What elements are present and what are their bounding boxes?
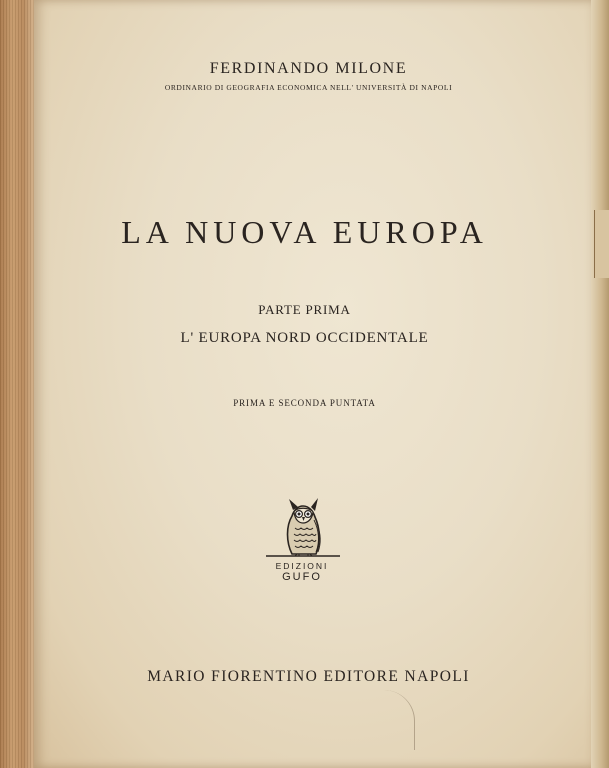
author-affiliation: ORDINARIO DI GEOGRAFIA ECONOMICA NELL' UNIVERSITÀ DI NAPOLI — [164, 83, 453, 92]
imprint-mark — [262, 561, 342, 583]
book-subtitle: L' EUROPA NORD OCCIDENTALE — [180, 330, 429, 346]
part-label: PARTE PRIMA — [258, 302, 351, 317]
owl-logo-icon — [264, 490, 342, 560]
imprint-line-2: GUFO — [282, 571, 322, 583]
publisher-line: MARIO FIORENTINO EDITORE NAPOLI — [147, 668, 470, 685]
imprint-line-1: EDIZIONI — [275, 561, 329, 571]
book-spine — [0, 0, 36, 768]
cover-sheet — [34, 0, 596, 768]
book-title: LA NUOVA EUROPA — [121, 214, 488, 250]
author-name: FERDINANDO MILONE — [209, 60, 408, 77]
page-edge — [591, 0, 609, 768]
installments-label: PRIMA E SECONDA PUNTATA — [233, 398, 376, 408]
